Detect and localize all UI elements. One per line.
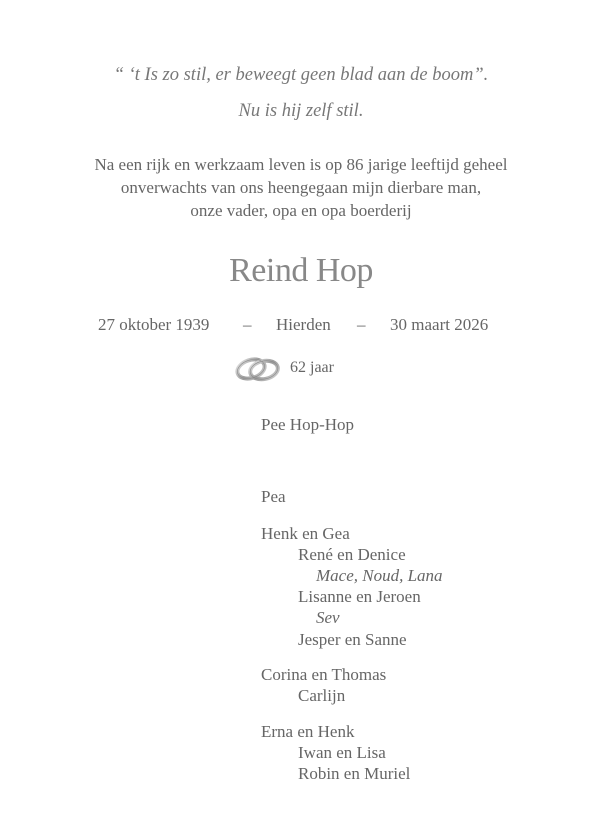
quote-line-2: Nu is hij zelf stil.	[238, 101, 364, 121]
family-group-1-child-3: Jesper en Sanne	[298, 630, 407, 649]
marriage-years: 62 jaar	[290, 359, 334, 376]
spouse-name: Pee Hop-Hop	[261, 415, 355, 434]
intro-line-1: Na een rijk en werkzaam leven is op 86 jarige leeftijd geheel	[94, 155, 508, 174]
dash-1: –	[243, 315, 252, 334]
family-group-1-child-2-kids: Sev	[316, 608, 340, 627]
intro-line-2: onverwachts van ons heengegaan mijn dierbare man,	[120, 178, 482, 197]
family-group-2-parent: Corina en Thomas	[261, 665, 387, 684]
wedding-rings-icon	[234, 350, 282, 386]
family-group-1-child-1: René en Denice	[298, 545, 406, 564]
family-group-1-child-1-kids: Mace, Noud, Lana	[316, 566, 443, 585]
quote-line-1: “ ‘t Is zo stil, er beweegt geen blad aan de boom”.	[113, 65, 489, 85]
place: Hierden	[276, 315, 331, 334]
deceased-name: Reind Hop	[229, 252, 373, 289]
death-date: 30 maart 2026	[390, 315, 489, 334]
intro-line-3: onze vader, opa en opa boerderij	[190, 201, 412, 220]
dash-2: –	[357, 315, 366, 334]
family-group-3-parent: Erna en Henk	[261, 722, 355, 741]
family-group-2-child-1: Carlijn	[298, 686, 346, 705]
family-group-1-child-2: Lisanne en Jeroen	[298, 587, 421, 606]
family-group-1-parent: Henk en Gea	[261, 524, 350, 543]
family-group-3-child-1: Iwan en Lisa	[298, 743, 386, 762]
birth-date: 27 oktober 1939	[98, 315, 210, 334]
family-group-3-child-2: Robin en Muriel	[298, 764, 411, 783]
family-extra: Pea	[261, 487, 286, 506]
